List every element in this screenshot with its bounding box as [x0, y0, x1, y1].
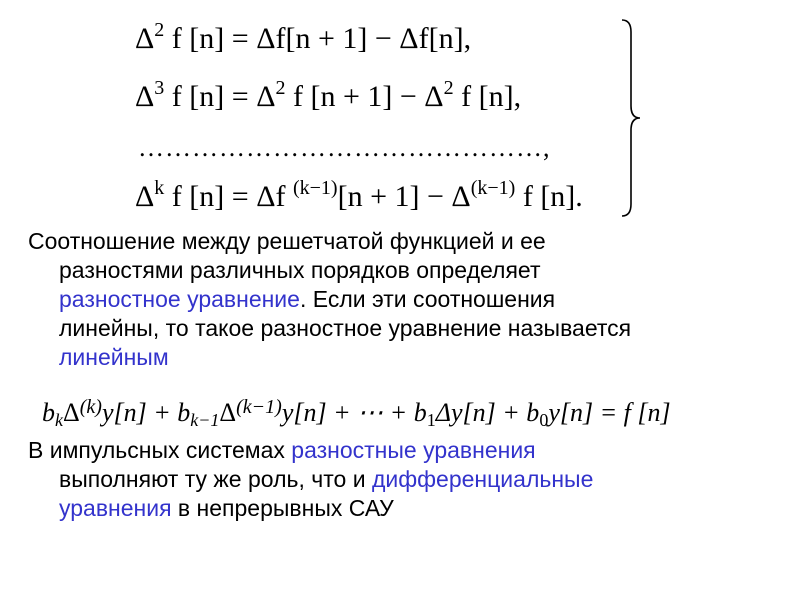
exponent: (k−1) [292, 177, 338, 199]
right-brace-icon [620, 18, 642, 218]
exponent: 2 [443, 77, 454, 99]
rhs-term: f [n + 1] − Δ [285, 80, 444, 113]
exponent: (k) [79, 396, 102, 418]
term: y[n] + ⋯ + b [281, 398, 427, 427]
equation-third-difference [135, 77, 522, 114]
lhs-term: f [n] [164, 180, 225, 213]
subscript: k−1 [190, 410, 220, 430]
rhs-term: [n + 1] − Δ [337, 180, 471, 213]
delta-symbol: Δ [135, 80, 155, 113]
exponent: k [154, 177, 165, 199]
paragraph-role [28, 436, 768, 523]
paragraph-definition [28, 227, 768, 372]
paragraph-line [28, 465, 768, 494]
rhs-term: = Δf[n + 1] − Δf[n], [231, 22, 472, 55]
delta-symbol: Δ [219, 398, 237, 427]
rhs-delta: = Δ [224, 80, 276, 113]
term-differential: дифференциальные [371, 466, 594, 492]
paragraph-text: . Если эти соотношения [299, 286, 556, 312]
term: Δy[n] + b [435, 398, 540, 427]
subscript: 1 [426, 410, 436, 430]
delta-symbol: Δ [63, 398, 80, 427]
equation-linear-difference [42, 398, 671, 431]
subscript: 0 [539, 410, 549, 430]
exponent: 2 [275, 77, 286, 99]
paragraph-text: В импульсных системах [28, 437, 292, 463]
delta-symbol: Δ [135, 180, 155, 213]
paragraph-line: линейны, то такое разностное уравнение называется [59, 315, 632, 341]
paragraph-text: в непрерывных САУ [171, 495, 394, 521]
rhs-delta: = Δf [224, 180, 293, 213]
term-linear: линейным [59, 344, 169, 370]
paragraph-line: разностями различных порядков определяет [59, 257, 541, 283]
term-difference-equation: разностное уравнение [59, 286, 300, 312]
exponent: 2 [154, 19, 165, 41]
rhs-end: f [n]. [515, 180, 583, 213]
rhs-end: f [n], [453, 80, 522, 113]
equation-second-difference [135, 19, 472, 56]
ellipsis-row: ………………………………………, [138, 133, 551, 162]
paragraph-line [28, 436, 768, 465]
paragraph-line [28, 285, 768, 314]
exponent: 3 [154, 77, 165, 99]
term: y[n] + b [101, 398, 191, 427]
delta-symbol: Δ [135, 22, 155, 55]
lhs-term: f [n] [164, 80, 225, 113]
paragraph-line: Соотношение между решетчатой функцией и ее [28, 228, 546, 254]
subscript: k [55, 410, 63, 430]
term: y[n] = f [n] [548, 398, 671, 427]
lhs-term: f [n] [164, 22, 225, 55]
equation-kth-difference [135, 177, 583, 214]
paragraph-text: выполняют ту же роль, что и [59, 466, 372, 492]
coefficient: b [42, 398, 55, 427]
term-difference-equations: разностные уравнения [291, 437, 536, 463]
term-equations: уравнения [59, 495, 172, 521]
exponent: (k−1) [236, 396, 282, 418]
exponent: (k−1) [470, 177, 516, 199]
paragraph-line [28, 494, 768, 523]
